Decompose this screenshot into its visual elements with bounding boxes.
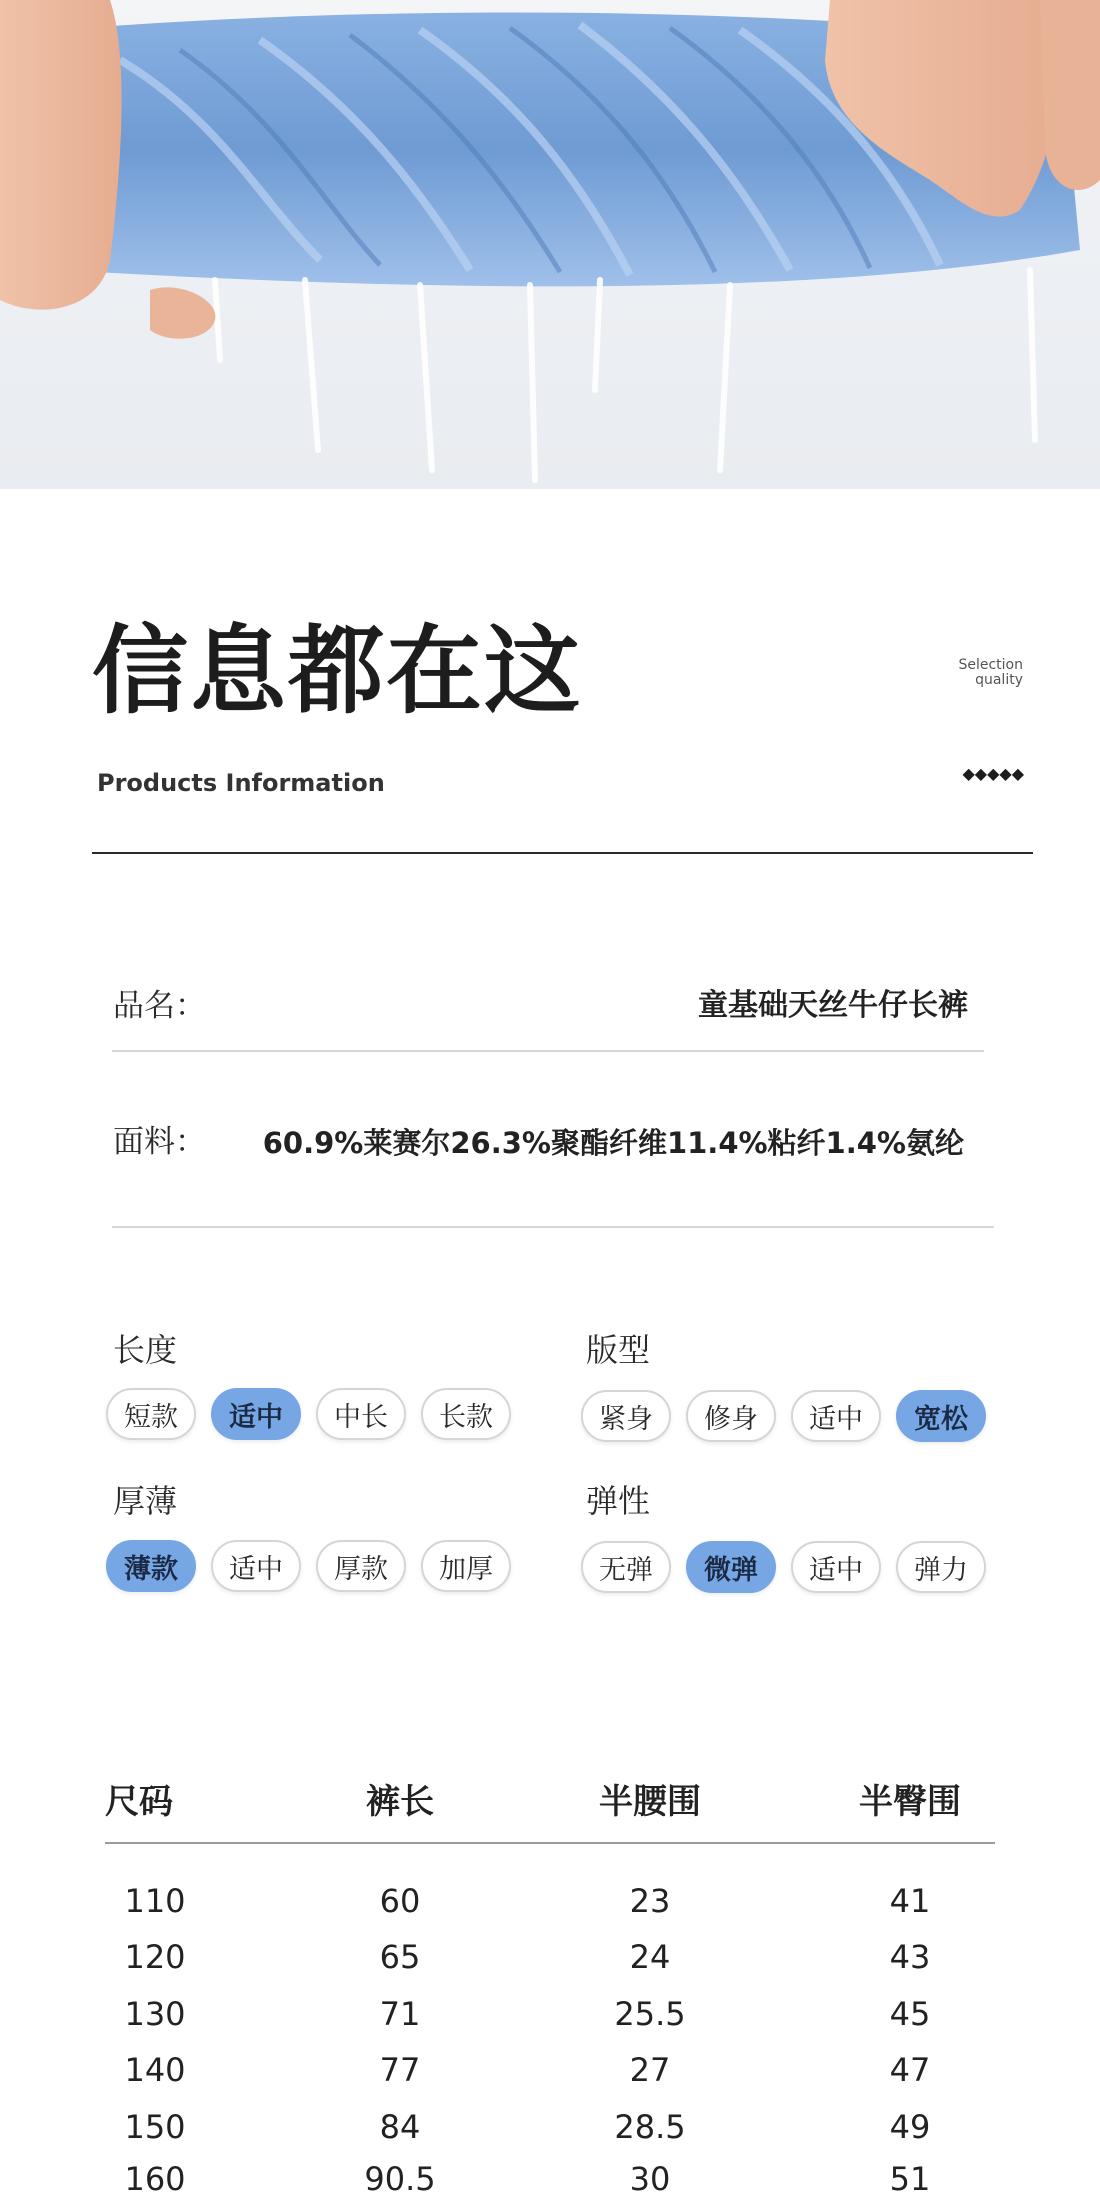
fit-option[interactable]: 修身	[686, 1390, 776, 1442]
thickness-option[interactable]: 厚款	[316, 1540, 406, 1592]
info-divider	[112, 1226, 994, 1228]
elasticity-option[interactable]: 无弹	[581, 1541, 671, 1593]
thickness-options	[106, 1540, 511, 1592]
header-half-waist: 半腰围	[599, 1782, 701, 1822]
cell-size: 150	[124, 2108, 186, 2146]
page-subtitle: Products Information	[97, 769, 385, 797]
badge-line-2: quality	[975, 672, 1023, 688]
cell-length: 71	[379, 1995, 421, 2033]
cell-length: 90.5	[364, 2160, 436, 2198]
cell-size: 140	[124, 2051, 186, 2089]
header-divider	[92, 852, 1033, 854]
cell-size: 130	[124, 1995, 186, 2033]
header-half-hip: 半臀围	[859, 1782, 961, 1822]
cell-waist: 23	[629, 1882, 671, 1920]
cell-length: 84	[379, 2108, 421, 2146]
header-pants-length: 裤长	[366, 1782, 434, 1822]
elasticity-title: 弹性	[586, 1482, 651, 1520]
selection-quality-badge	[903, 658, 1023, 688]
cell-waist: 25.5	[614, 1995, 686, 2033]
cell-waist: 27	[629, 2051, 671, 2089]
cell-waist: 30	[629, 2160, 671, 2198]
cell-hip: 45	[889, 1995, 931, 2033]
cell-hip: 51	[889, 2160, 931, 2198]
fit-title: 版型	[586, 1331, 651, 1369]
thickness-option-selected[interactable]: 薄款	[106, 1540, 196, 1592]
badge-line-1: Selection	[958, 657, 1023, 673]
fit-options	[581, 1390, 986, 1442]
cell-waist: 24	[629, 1938, 671, 1976]
diamond-ornament: ◆◆◆◆◆	[962, 764, 1024, 783]
header-size: 尺码	[105, 1782, 173, 1822]
fabric-label: 面料：	[113, 1124, 206, 1160]
elasticity-option[interactable]: 弹力	[896, 1541, 986, 1593]
cell-length: 65	[379, 1938, 421, 1976]
thickness-option[interactable]: 适中	[211, 1540, 301, 1592]
cell-waist: 28.5	[614, 2108, 686, 2146]
page-title: 信息都在这	[92, 615, 582, 727]
length-option[interactable]: 短款	[106, 1388, 196, 1440]
hero-photo	[0, 0, 1100, 489]
fit-option[interactable]: 紧身	[581, 1390, 671, 1442]
cell-hip: 41	[889, 1882, 931, 1920]
cell-size: 110	[124, 1882, 186, 1920]
cell-hip: 47	[889, 2051, 931, 2089]
elasticity-option-selected[interactable]: 微弹	[686, 1541, 776, 1593]
product-name-value: 童基础天丝牛仔长裤	[698, 988, 968, 1023]
table-divider	[105, 1842, 995, 1844]
info-divider	[112, 1050, 984, 1052]
wet-denim-illustration	[0, 0, 1100, 489]
cell-size: 120	[124, 1938, 186, 1976]
fabric-value: 60.9%莱赛尔26.3%聚酯纤维11.4%粘纤1.4%氨纶	[262, 1126, 964, 1160]
elasticity-options	[581, 1541, 986, 1593]
length-option-selected[interactable]: 适中	[211, 1388, 301, 1440]
length-title: 长度	[113, 1331, 178, 1369]
product-name-label: 品名：	[113, 988, 206, 1024]
cell-hip: 43	[889, 1938, 931, 1976]
cell-length: 60	[379, 1882, 421, 1920]
cell-length: 77	[379, 2051, 421, 2089]
elasticity-option[interactable]: 适中	[791, 1541, 881, 1593]
fit-option[interactable]: 适中	[791, 1390, 881, 1442]
thickness-title: 厚薄	[113, 1482, 178, 1520]
length-option[interactable]: 长款	[421, 1388, 511, 1440]
length-option[interactable]: 中长	[316, 1388, 406, 1440]
length-options	[106, 1388, 511, 1440]
cell-hip: 49	[889, 2108, 931, 2146]
fit-option-selected[interactable]: 宽松	[896, 1390, 986, 1442]
thickness-option[interactable]: 加厚	[421, 1540, 511, 1592]
cell-size: 160	[124, 2160, 186, 2198]
